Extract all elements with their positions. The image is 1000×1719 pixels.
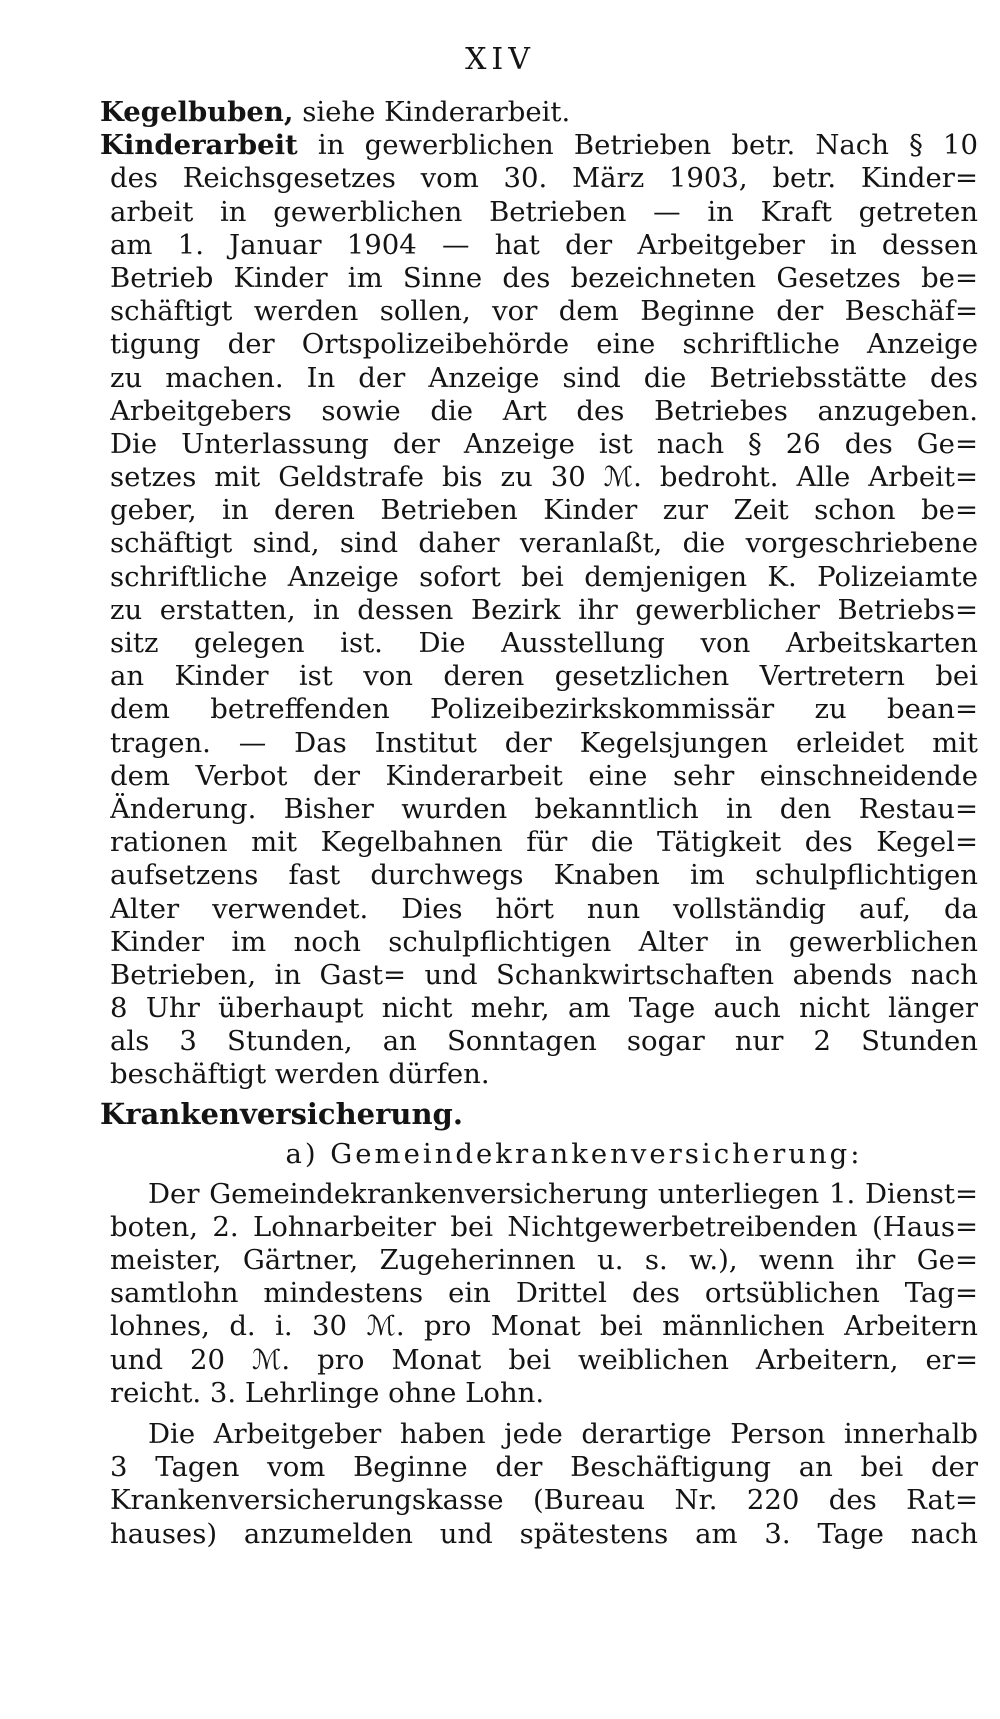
text-line: lohnes, d. i. 30 ℳ. pro Monat bei männlichen Arbeitern [110,1310,978,1343]
text-line: Betrieben, in Gast= und Schankwirtschaften abends nach [110,958,978,991]
text-line: tragen. — Das Institut der Kegelsjungen erleidet mit [110,726,978,759]
text-line: sitz gelegen ist. Die Ausstellung von Arbeitskarten [110,627,978,659]
text-line: zu machen. In der Anzeige sind die Betriebsstätte des [110,361,978,394]
text-line: meister, Gärtner, Zugeherinnen u. s. w.), wenn ihr Ge= [110,1244,978,1276]
text-line: und 20 ℳ. pro Monat bei weiblichen Arbeitern, er= [110,1343,978,1376]
text-line: als 3 Stunden, an Sonntagen sogar nur 2 Stunden [110,1025,978,1058]
text-line: hauses) anzumelden und spätestens am 3. Tage nach [110,1517,978,1550]
text-line: setzes mit Geldstrafe bis zu 30 ℳ. bedroht. Alle Arbeit= [110,461,978,494]
text-line: boten, 2. Lohnarbeiter bei Nichtgewerbetreibenden (Haus= [110,1210,978,1243]
text-line: Betrieb Kinder im Sinne des bezeichneten Gesetzes be= [110,261,978,294]
text-line: rationen mit Kegelbahnen für die Tätigkeit des Kegel= [110,826,978,859]
text-line: reicht. 3. Lehrlinge ohne Lohn. [110,1376,545,1409]
text-line: beschäftigt werden dürfen. [110,1058,490,1091]
text-line: Kinder im noch schulpflichtigen Alter in gewerblichen [110,925,978,958]
text-line: arbeit in gewerblichen Betrieben — in Kraft getreten [110,195,978,228]
paragraph-gemeindekrankenversicherung [110,1178,978,1410]
text-line: zu erstatten, in dessen Bezirk ihr gewerblicher Betriebs= [110,593,978,626]
text-line: schäftigt werden sollen, vor dem Beginne der Beschäf= [110,295,978,328]
entry-title-kinderarbeit: Kinderarbeit [100,129,298,162]
entry-kinderarbeit [100,129,978,1091]
text-line: Die Arbeitgeber haben jede derartige Person innerhalb [148,1417,978,1450]
text-line: 8 Uhr überhaupt nicht mehr, am Tage auch nicht länger [110,992,978,1025]
text-line: schriftliche Anzeige sofort bei demjenigen K. Polizeiamte [110,560,978,593]
text-line: samtlohn mindestens ein Drittel des ortsüblichen Tag= [110,1277,978,1310]
text-line: Die Unterlassung der Anzeige ist nach § 26 des Ge= [110,427,978,460]
text-line: des Reichsgesetzes vom 30. März 1903, betr. Kinder= [110,162,978,195]
text-line: dem Verbot der Kinderarbeit eine sehr einschneidende [110,759,978,792]
text-line: Arbeitgebers sowie die Art des Betriebes anzugeben. [110,394,978,427]
text-line: aufsetzens fast durchwegs Knaben im schulpflichtigen [110,859,978,892]
text-line-content: in gewerblichen Betrieben betr. Nach § 10 [297,129,978,162]
text-line: an Kinder ist von deren gesetzlichen Vertretern bei [110,660,978,693]
subheading-gemeindekrankenversicherung: a) Gemeindekrankenversicherung: [285,1137,863,1170]
text-line: Krankenversicherungskasse (Bureau Nr. 220 des Rat= [110,1484,978,1517]
text-line [100,129,978,162]
text-line: Alter verwendet. Dies hört nun vollständig auf, da [110,892,978,925]
text-line: geber, in deren Betrieben Kinder zur Zeit schon be= [110,494,978,527]
text-line: tigung der Ortspolizeibehörde eine schriftliche Anzeige [110,328,978,361]
entry-title-kegelbuben: Kegelbuben, [100,96,294,128]
body-text [100,96,978,1551]
entry-text-kegelbuben: siehe Kinderarbeit. [293,96,571,128]
text-line: Der Gemeindekrankenversicherung unterliegen 1. Dienst= [148,1177,978,1210]
text-line: 3 Tagen vom Beginne der Beschäftigung an bei der [110,1451,978,1484]
text-line: dem betreffenden Polizeibezirkskommissär zu bean= [110,693,978,726]
text-line: schäftigt sind, sind daher veranlaßt, die vorgeschriebene [110,527,978,560]
section-heading-krankenversicherung: Krankenversicherung. [100,1096,463,1131]
text-line: am 1. Januar 1904 — hat der Arbeitgeber in dessen [110,228,978,261]
paragraph-anmeldung [110,1418,978,1551]
text-line: Änderung. Bisher wurden bekanntlich in den Restau= [110,792,978,825]
entry-kegelbuben [100,96,978,129]
page-number: XIV [465,42,535,77]
